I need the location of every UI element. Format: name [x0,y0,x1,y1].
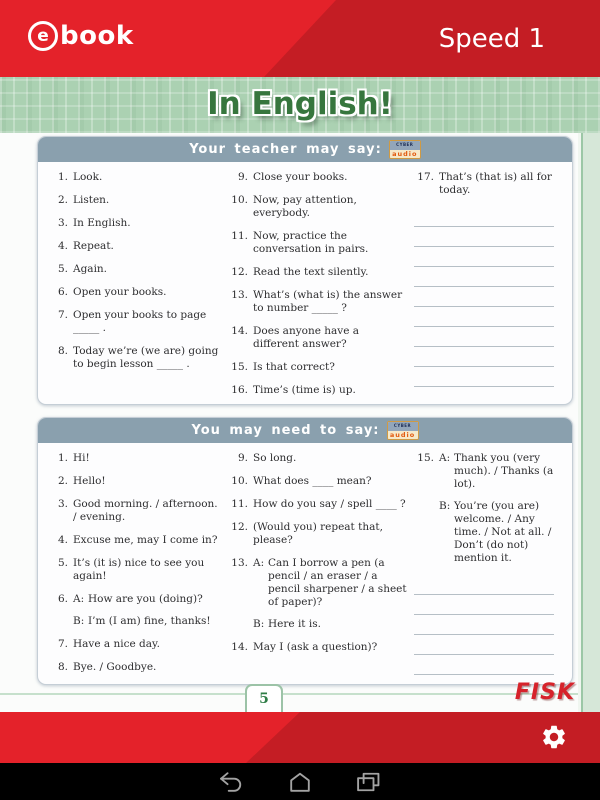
list-item [228,230,414,256]
audio-badge-brand: CYBER [390,141,420,150]
item-text: Now, pay attention, everybody. [253,194,357,219]
list-item [48,557,228,583]
item-number: 2. [57,475,68,487]
list-item [228,521,414,547]
book-title: Speed 1 [438,24,545,54]
dialog-part [73,593,222,606]
ruled-line [414,247,554,267]
ruled-line [414,267,554,287]
item-text: May I (ask a question)? [253,641,378,653]
list-item [48,345,228,371]
item-number: 7. [57,309,68,321]
item-number: 12. [231,266,248,278]
panel-title: Your teacher may say: [189,142,382,157]
item-text: How do you say / spell ____ ? [253,498,406,510]
dialog-text: You’re (you are) welcome. / Any time. / Not at all. / Don’t (do not) mention it. [454,500,552,564]
item-text [439,452,564,565]
list-item [48,452,228,465]
home-icon [286,781,314,796]
item-text: Good morning. / afternoon. / evening. [73,498,218,523]
recents-icon [354,781,382,796]
item-number: 5. [57,557,68,569]
item-number: 1. [57,452,68,464]
ruled-line [414,347,554,367]
list-item [228,266,414,279]
page-number-tab: 5 [245,684,283,712]
item-number: 16. [231,384,248,396]
item-number: 15. [231,361,248,373]
item-number: 10. [231,475,248,487]
page-bottom-rule [0,693,578,695]
panel-columns [38,443,572,685]
item-text: Repeat. [73,240,114,252]
list-item [48,534,228,547]
publisher-logo: FISK [514,680,575,705]
item-number: 4. [57,240,68,252]
item-number: 5. [57,263,68,275]
item-text: What’s (what is) the answer to number _____ ? [253,289,403,314]
dialog-part [73,615,222,628]
list-item [414,171,564,197]
item-text: It’s (it is) nice to see you again! [73,557,205,582]
item-text [73,593,228,628]
audio-badge-label: audio [390,150,420,158]
item-text: Today we’re (we are) going to begin lesson _____ . [73,345,219,370]
ruled-line [414,367,554,387]
item-text: Time’s (time is) up. [253,384,356,396]
item-text: Listen. [73,194,110,206]
item-text: Bye. / Goodbye. [73,661,157,673]
dialog-text: How are you (doing)? [88,593,203,605]
dialog-part [439,500,558,565]
list-item [228,498,414,511]
ruled-line [414,635,554,655]
list-item [48,475,228,488]
title-band [0,77,600,133]
item-number: 12. [231,521,248,533]
dialog-text: I’m (I am) fine, thanks! [88,615,211,627]
item-number: 8. [57,345,68,357]
list-item [48,661,228,674]
item-number: 14. [231,325,248,337]
list-item [48,593,228,628]
item-text: Read the text silently. [253,266,369,278]
item-number: 11. [231,230,248,242]
page-edge-strip [578,133,600,712]
android-navbar [0,763,600,800]
list-item [228,641,414,654]
phrase-column [48,452,228,685]
ruled-line [414,387,554,405]
item-text: Open your books to page _____ . [73,309,207,334]
page-title: In English! [207,86,393,122]
item-number: 8. [57,661,68,673]
list-item [48,217,228,230]
ruled-line [414,287,554,307]
teacher-phrases-panel [37,136,573,405]
speaker-label: A: [73,593,85,605]
ruled-line [414,655,554,675]
phrase-column [48,171,228,405]
item-number: 3. [57,498,68,510]
item-text: Excuse me, may I come in? [73,534,218,546]
ruled-line [414,227,554,247]
item-number: 17. [417,171,434,183]
item-text: Look. [73,171,103,183]
speaker-label: A: [253,557,265,569]
item-number: 11. [231,498,248,510]
nav-recents-button[interactable] [354,771,382,793]
ebook-logo [28,21,134,51]
ruled-line [414,207,554,227]
dialog-part [439,452,558,491]
item-number: 1. [57,171,68,183]
audio-badge-brand: CYBER [388,422,418,431]
item-text: In English. [73,217,131,229]
list-item [48,638,228,651]
ruled-line [414,327,554,347]
item-number: 3. [57,217,68,229]
list-item [48,309,228,335]
item-number: 9. [237,171,248,183]
item-number: 15. [417,452,434,464]
speaker-label: B: [439,500,451,512]
item-number: 2. [57,194,68,206]
settings-button[interactable] [540,723,568,751]
audio-badge-label: audio [388,431,418,439]
item-text: What does ____ mean? [253,475,372,487]
item-text: So long. [253,452,297,464]
item-number: 9. [237,452,248,464]
item-number: 13. [231,557,248,569]
list-item [228,557,414,631]
item-text: Does anyone have a different answer? [253,325,360,350]
item-number: 7. [57,638,68,650]
ruled-line [414,575,554,595]
ebook-logo-icon: e [28,21,58,51]
item-number: 6. [57,286,68,298]
list-item [48,194,228,207]
item-text: Now, practice the conversation in pairs. [253,230,369,255]
list-item [48,240,228,253]
list-item [228,361,414,374]
dialog-part [253,618,408,631]
list-item [228,452,414,465]
ruled-line [414,615,554,635]
nav-back-button[interactable] [218,771,246,793]
list-item [48,263,228,276]
item-text: That’s (that is) all for today. [439,171,552,196]
item-number: 14. [231,641,248,653]
speaker-label: B: [73,615,85,627]
item-number: 6. [57,593,68,605]
phrase-column [228,171,414,405]
app-footer [0,712,600,763]
ruled-line [414,307,554,327]
item-number: 13. [231,289,248,301]
panel-title: You may need to say: [191,423,380,438]
gear-icon [540,739,568,754]
back-icon [218,781,246,796]
item-text: Hello! [73,475,106,487]
writing-lines [414,575,564,685]
dialog-part [253,557,408,609]
list-item [228,171,414,184]
dialog-text: Thank you (very much). / Thanks (a lot). [454,452,554,490]
footer-accent-shape [0,712,600,763]
list-item [48,498,228,524]
phrase-column [414,452,564,685]
phrase-column [228,452,414,685]
list-item [228,194,414,220]
panel-columns [38,162,572,405]
item-text: Is that correct? [253,361,335,373]
list-item [48,286,228,299]
list-item [48,171,228,184]
item-text [253,557,414,631]
item-text: Hi! [73,452,90,464]
item-text: Again. [73,263,108,275]
panel-header [38,418,572,443]
nav-home-button[interactable] [286,771,314,793]
list-item [414,452,564,565]
app-header [0,0,600,77]
student-phrases-panel [37,417,573,685]
item-text: Have a nice day. [73,638,160,650]
list-item [228,475,414,488]
panel-header [38,137,572,162]
item-text: Close your books. [253,171,348,183]
item-number: 10. [231,194,248,206]
item-text: (Would you) repeat that, please? [253,521,383,546]
list-item [228,289,414,315]
item-number: 4. [57,534,68,546]
list-item [228,325,414,351]
ebook-logo-text: book [60,21,134,51]
dialog-text: Can I borrow a pen (a pencil / an eraser / a pencil sharpener / a sheet of paper)? [268,557,407,608]
audio-badge[interactable] [387,421,419,440]
speaker-label: A: [439,452,451,464]
item-text: Open your books. [73,286,167,298]
audio-badge[interactable] [389,140,421,159]
writing-lines [414,207,564,405]
dialog-text: Here it is. [268,618,321,630]
ruled-line [414,595,554,615]
speaker-label: B: [253,618,265,630]
phrase-column [414,171,564,405]
list-item [228,384,414,397]
